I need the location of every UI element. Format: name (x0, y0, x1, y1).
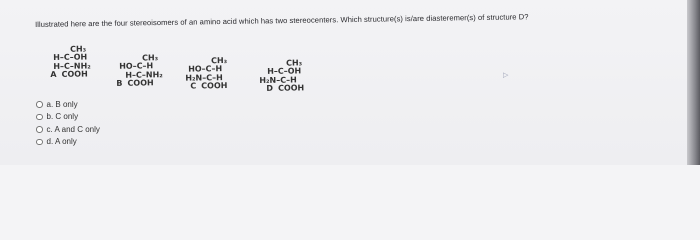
structure-b-line-2: HO–C–H (119, 61, 154, 72)
structure-c-line-2: HO–C–H (188, 64, 223, 74)
question-text: Illustrated here are the four stereoisomers of an amino acid which has two stereocenters. Which structure(s) is/are diasteremer(s) of structure D? (35, 12, 529, 29)
structure-b-line-3: H–C–NH₂ (125, 70, 163, 80)
structure-d (258, 59, 304, 93)
structure-c-line-4: COOH (201, 81, 228, 91)
structure-d-line-4: COOH (277, 83, 305, 93)
structure-a-label: A (50, 70, 57, 80)
structure-a-line-4: COOH (61, 69, 88, 80)
structure-c-line-3: H₂N–C–H (185, 72, 223, 83)
structure-d-line-1: CH₃ (285, 58, 303, 68)
structure-d-line-2: H–C–OH (267, 66, 302, 77)
structure-d-line-3: H₂N–C–H (259, 75, 297, 85)
option-b-label[interactable]: b. C only (46, 112, 79, 122)
radio-button-icon[interactable] (36, 114, 43, 121)
option-b[interactable] (36, 111, 100, 124)
option-a-label[interactable]: a. B only (46, 99, 78, 109)
option-c[interactable] (36, 123, 100, 136)
radio-button-icon[interactable] (36, 139, 43, 146)
radio-button-icon[interactable] (36, 126, 43, 133)
answer-options (36, 98, 100, 148)
structure-c (158, 57, 228, 92)
option-d[interactable] (36, 136, 100, 149)
option-c-label[interactable]: c. A and C only (46, 124, 100, 134)
structure-b-label: B (116, 78, 123, 89)
pointer-arrow-icon: ▷ (503, 72, 509, 79)
structure-a-line-1: CH₃ (69, 44, 87, 54)
structure-b-line-4: COOH (127, 78, 154, 88)
structure-b (105, 54, 163, 88)
radio-button-icon[interactable] (36, 101, 43, 108)
structure-a-line-2: H–C–OH (53, 52, 88, 63)
option-d-label[interactable]: d. A only (46, 137, 77, 147)
structure-a (50, 45, 91, 79)
structure-b-line-1: CH₃ (141, 53, 159, 63)
option-a[interactable] (36, 98, 100, 111)
screen-edge (687, 0, 700, 165)
structure-c-line-1: CH₃ (210, 56, 228, 66)
structure-c-label: C (190, 81, 197, 91)
structure-a-line-3: H–C–NH₂ (53, 61, 91, 71)
structure-d-label: D (266, 84, 274, 94)
